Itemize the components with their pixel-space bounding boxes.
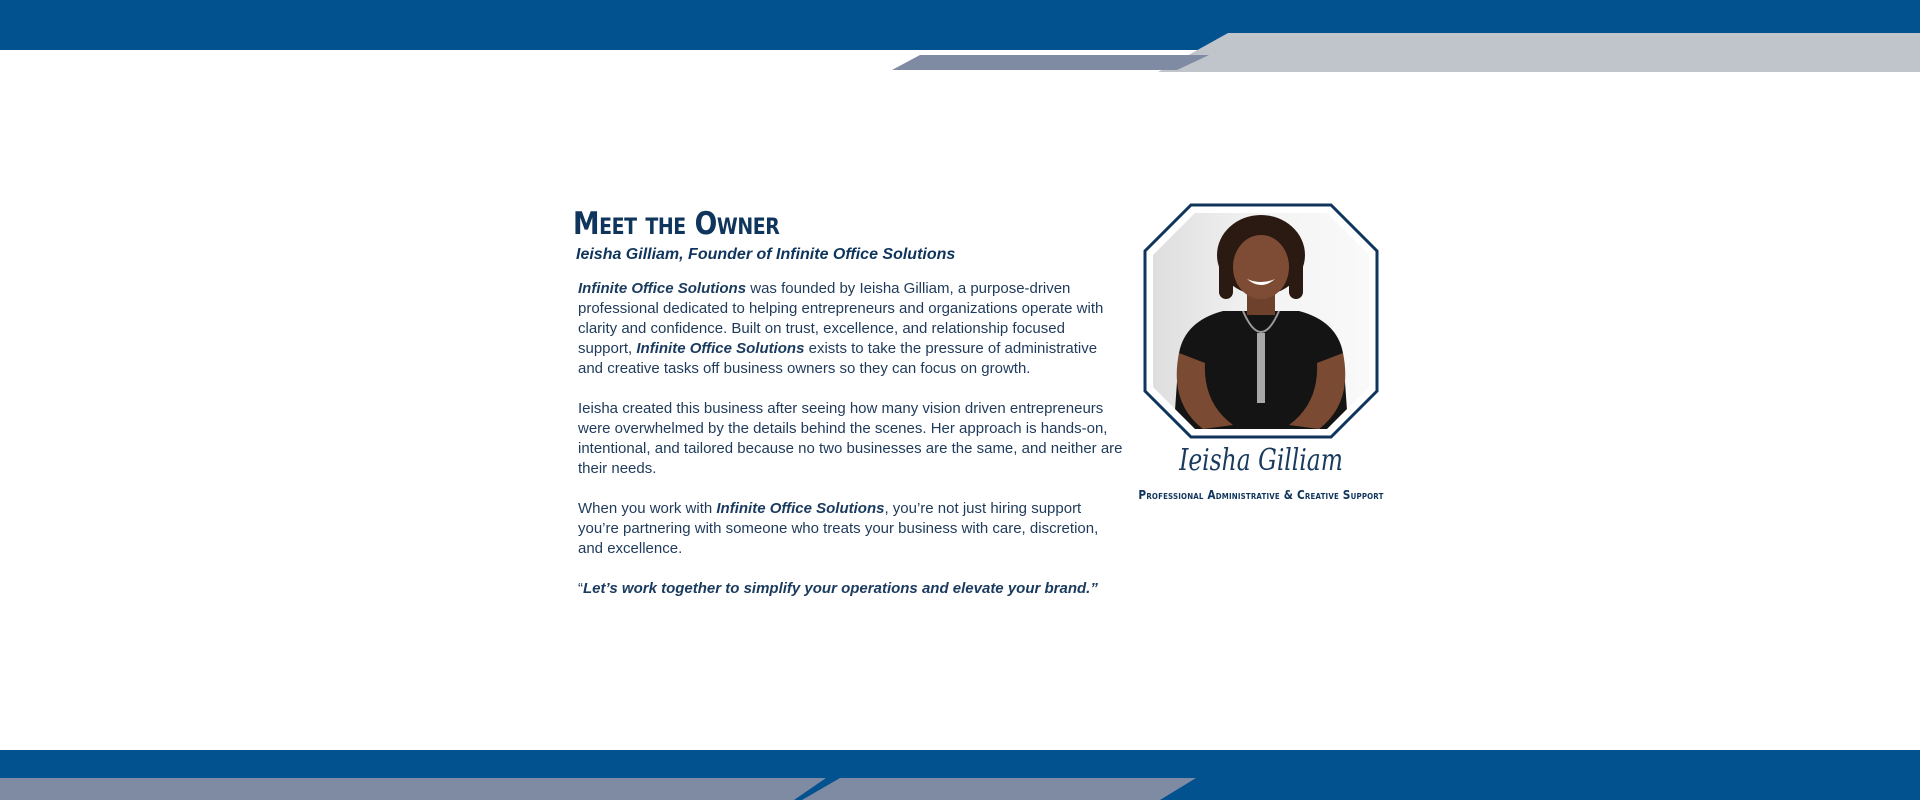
bio-paragraph-1 [578,279,1123,379]
top-decorative-band [0,0,1920,75]
top-gray-stripe [1158,33,1920,72]
bio-text: exists to take the pressure of administrative and creative tasks off business owners so they can focus on growth. [578,340,1098,377]
quote-mark: “ [578,580,583,597]
owner-signature: Ieisha Gilliam [1179,443,1343,478]
owner-role: Professional Administrative & Creative Support [1138,488,1384,502]
bio-text: was founded by Ieisha Gilliam, a purpose-driven professional dedicated to helping entrepreneurs and organizations operate with clarity and confidence. Built on trust, excellence, and relationship focused support, [578,280,1104,357]
brand-name: Infinite Office Solutions [636,340,805,357]
page-title: Meet the Owner [573,206,780,242]
top-slate-stripe [892,55,1209,70]
closing-quote [578,579,1123,599]
bio-text: When you work with [578,500,717,517]
brand-name: Infinite Office Solutions [716,500,885,517]
bottom-slate-stripe [0,778,826,800]
bio-paragraph-3 [578,499,1123,559]
owner-portrait [1143,203,1379,439]
owner-bio [578,279,1123,599]
page-subtitle: Ieisha Gilliam, Founder of Infinite Office Solutions [576,246,956,263]
brand-name: Infinite Office Solutions [578,280,747,297]
bio-text: , you’re not just hiring support you’re partnering with someone who treats your business with care, discretion, and excellence. [578,500,1099,557]
bottom-decorative-band [0,740,1920,800]
owner-photo-frame [1143,203,1379,439]
owner-section [573,205,1133,619]
quote-text: Let’s work together to simplify your operations and elevate your brand.” [583,580,1098,597]
bottom-slate-stripe-2 [802,778,1196,800]
bio-paragraph-2: Ieisha created this business after seeing how many vision driven entrepreneurs were overwhelmed by the details behind the scenes. Her approach is hands-on, intentional, and tailored because no two businesses are the same, and neither are their needs. [578,400,1123,477]
